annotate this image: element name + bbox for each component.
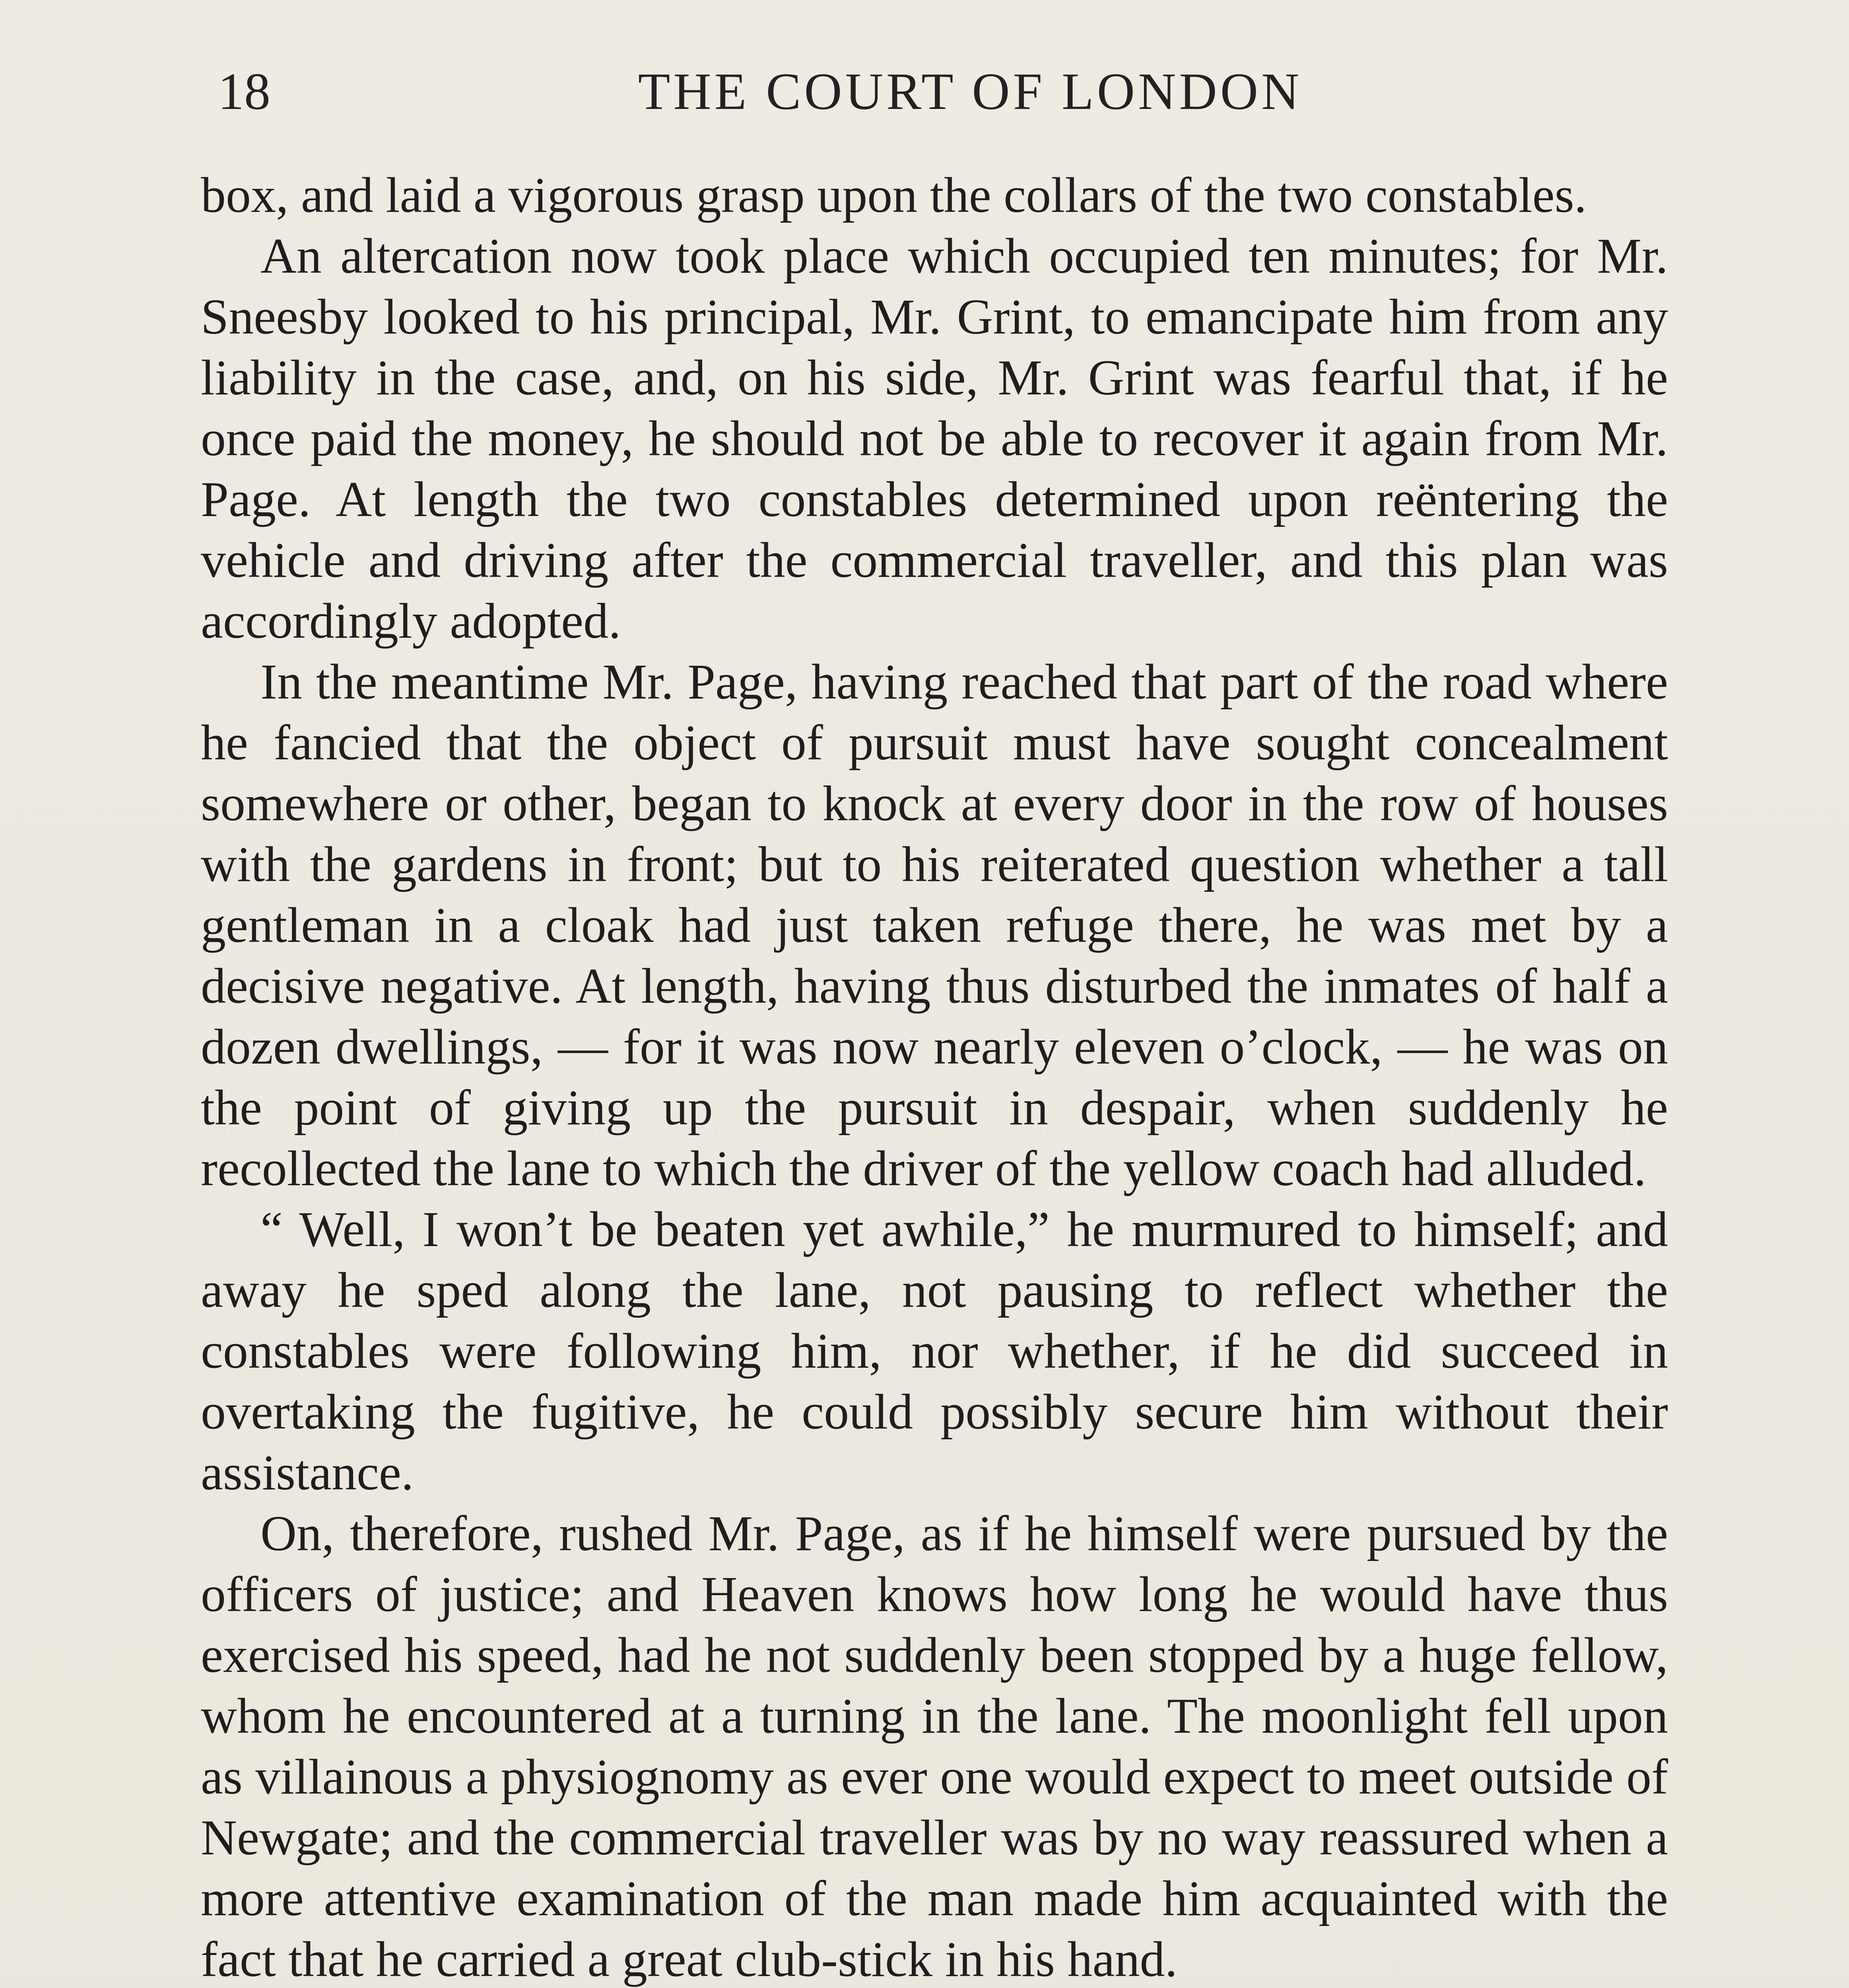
body-text <box>201 165 1668 1988</box>
paragraph: In the meantime Mr. Page, having reached that part of the road where he fancied that the object of pursuit must have sought concealment somewhere or other, began to knock at every door in the row of houses with the gardens in front; but to his reiterated question whether a tall gentleman in a cloak had just taken refuge there, he was met by a decisive negative. At length, having thus disturbed the inmates of half a dozen dwellings, — for it was now nearly eleven o’clock, — he was on the point of giving up the pursuit in despair, when suddenly he recollected the lane to which the driver of the yellow coach had alluded. <box>201 654 1668 1196</box>
paragraph: box, and laid a vigorous grasp upon the collars of the two constables. <box>201 168 1587 223</box>
page-number: 18 <box>218 62 270 120</box>
paragraph: An altercation now took place which occupied ten minutes; for Mr. Sneesby looked to his principal, Mr. Grint, to emancipate him from any liability in the case, and, on his side, Mr. Grint was fearful that, if he once paid the money, he should not be able to recover it again from Mr. Page. At length the two constables determined upon reëntering the vehicle and driving after the commercial traveller, and this plan was accordingly adopted. <box>201 229 1668 649</box>
paragraph: “ Well, I won’t be beaten yet awhile,” he murmured to himself; and away he sped along the lane, not pausing to reflect whether the constables were following him, nor whether, if he did succeed in overtaking the fugitive, he could possibly secure him without their assistance. <box>201 1202 1668 1501</box>
paragraph: On, therefore, rushed Mr. Page, as if he himself were pursued by the officers of justice; and Heaven knows how long he would have thus exercised his speed, had he not suddenly been stopped by a huge fellow, whom he encountered at a turning in the lane. The moonlight fell upon as villainous a physiognomy as ever one would expect to meet outside of Newgate; and the commercial traveller was by no way reassured when a more attentive examination of the man made him acquainted with the fact that he carried a great club-stick in his hand. <box>201 1506 1668 1987</box>
page-header <box>207 52 1666 131</box>
running-head: THE COURT OF LONDON <box>638 62 1303 120</box>
